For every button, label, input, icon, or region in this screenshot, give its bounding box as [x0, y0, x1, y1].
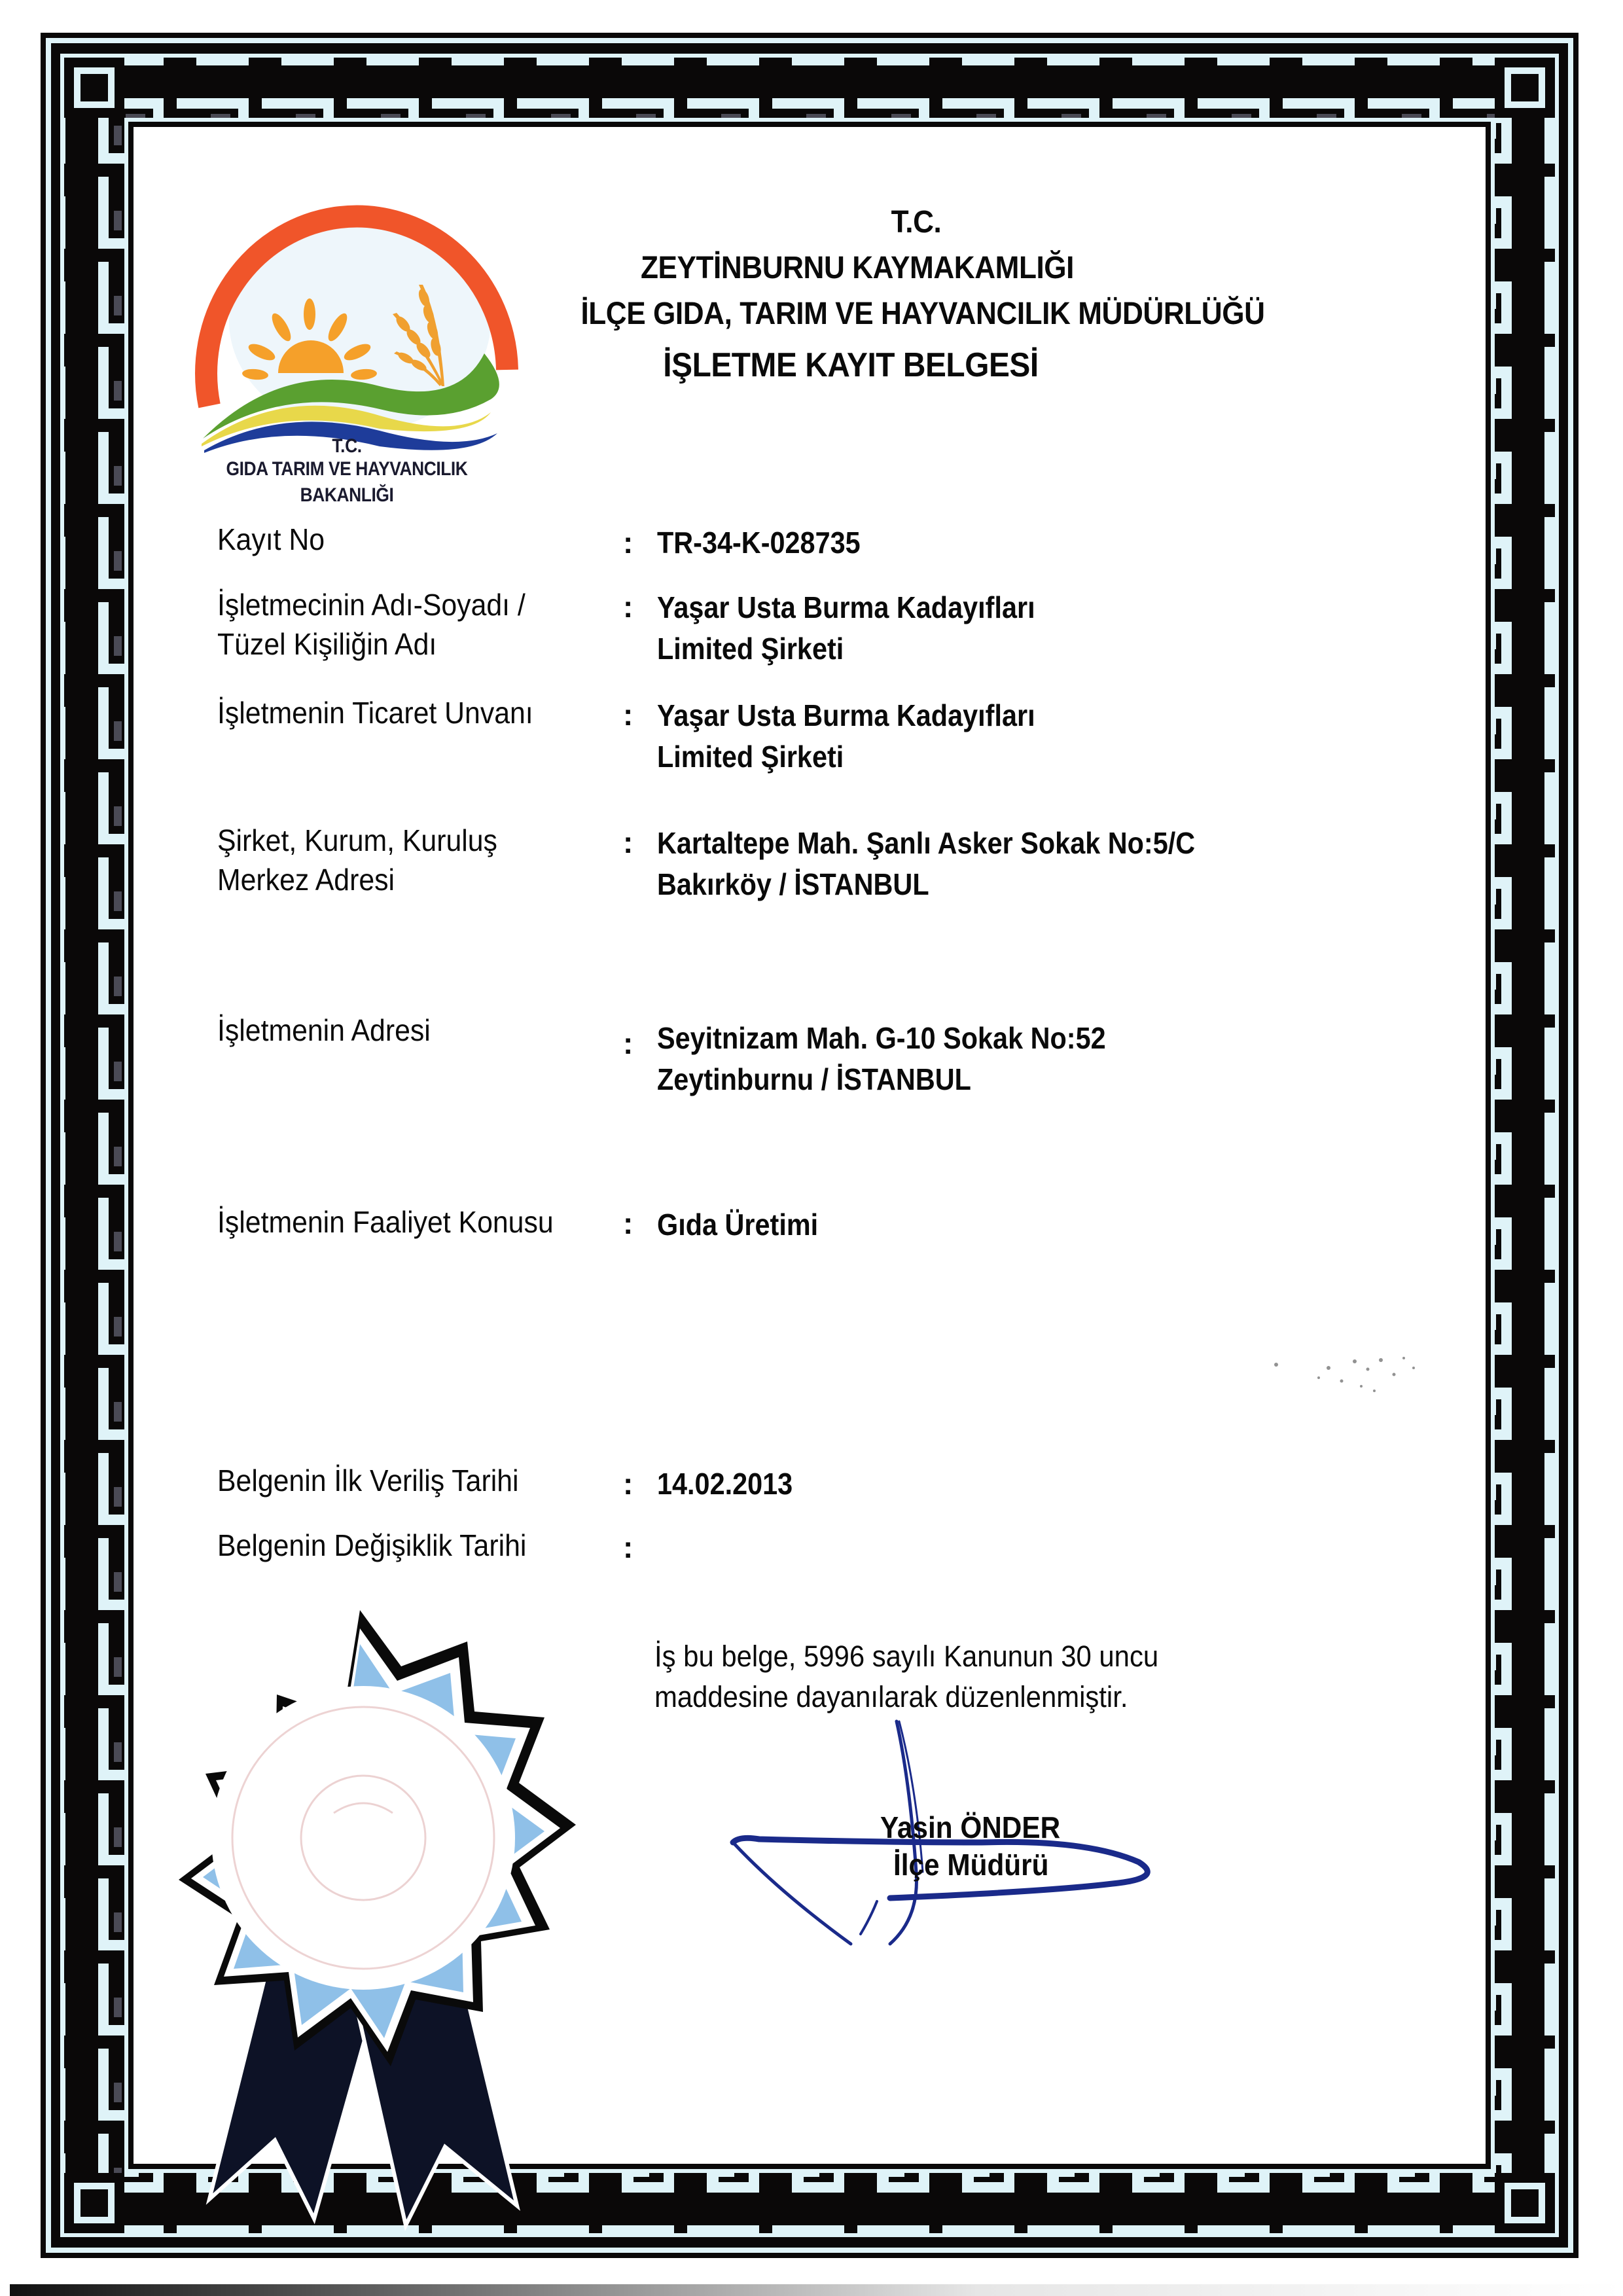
field-label: İşletmenin Ticaret Unvanı — [217, 696, 533, 730]
ink-smudge — [1263, 1329, 1427, 1401]
legal-note-line1: İş bu belge, 5996 sayılı Kanunun 30 uncu — [654, 1640, 1159, 1673]
logo-bakanlik: BAKANLIĞI — [300, 484, 394, 506]
field-value: 14.02.2013 — [657, 1467, 793, 1501]
document-title: İŞLETME KAYIT BELGESİ — [663, 346, 1039, 384]
signatory-name: Yasin ÖNDER — [880, 1810, 1061, 1844]
field-value: Seyitnizam Mah. G-10 Sokak No:52 — [657, 1021, 1106, 1055]
field-value: Yaşar Usta Burma Kadayıfları — [657, 698, 1035, 732]
field-value: Zeytinburnu / İSTANBUL — [657, 1062, 971, 1096]
field-value: Bakırköy / İSTANBUL — [657, 867, 929, 901]
ministry-logo-icon — [183, 190, 524, 465]
field-colon: : — [623, 825, 633, 859]
logo-tc: T.C. — [332, 435, 362, 457]
field-value: Limited Şirketi — [657, 740, 844, 774]
field-value: TR-34-K-028735 — [657, 526, 861, 560]
field-value: Limited Şirketi — [657, 632, 844, 666]
field-colon: : — [623, 590, 633, 624]
field-label: Tüzel Kişiliğin Adı — [217, 627, 437, 661]
field-colon: : — [623, 526, 633, 560]
field-label: Şirket, Kurum, Kuruluş — [217, 823, 497, 857]
logo-ministry-name: GIDA TARIM VE HAYVANCILIK — [226, 458, 468, 480]
field-colon: : — [623, 1530, 633, 1564]
field-value: Gıda Üretimi — [657, 1208, 819, 1242]
legal-note-line2: maddesine dayanılarak düzenlenmiştir. — [654, 1680, 1128, 1713]
header-kaymakamlik: ZEYTİNBURNU KAYMAKAMLIĞI — [641, 251, 1074, 285]
signatory-title: İlçe Müdürü — [893, 1848, 1049, 1882]
field-label: İşletmenin Faaliyet Konusu — [217, 1205, 554, 1239]
field-value: Yaşar Usta Burma Kadayıfları — [657, 590, 1035, 624]
rosette-seal-icon — [98, 1597, 635, 2251]
field-colon: : — [623, 1467, 633, 1501]
field-label: Merkez Adresi — [217, 863, 395, 897]
field-label: İşletmenin Adresi — [217, 1013, 431, 1047]
field-colon: : — [623, 698, 633, 732]
field-label: Belgenin Değişiklik Tarihi — [217, 1528, 527, 1562]
field-colon: : — [623, 1026, 633, 1060]
field-colon: : — [623, 1206, 633, 1240]
field-value: Kartaltepe Mah. Şanlı Asker Sokak No:5/C — [657, 826, 1196, 860]
header-mudurluk: İLÇE GIDA, TARIM VE HAYVANCILIK MÜDÜRLÜĞÜ — [580, 296, 1265, 331]
scan-edge — [10, 2284, 1623, 2296]
field-label: Belgenin İlk Veriliş Tarihi — [217, 1463, 519, 1498]
header-tc: T.C. — [891, 205, 942, 240]
field-label: Kayıt No — [217, 522, 325, 556]
field-label: İşletmecinin Adı-Soyadı / — [217, 588, 526, 622]
